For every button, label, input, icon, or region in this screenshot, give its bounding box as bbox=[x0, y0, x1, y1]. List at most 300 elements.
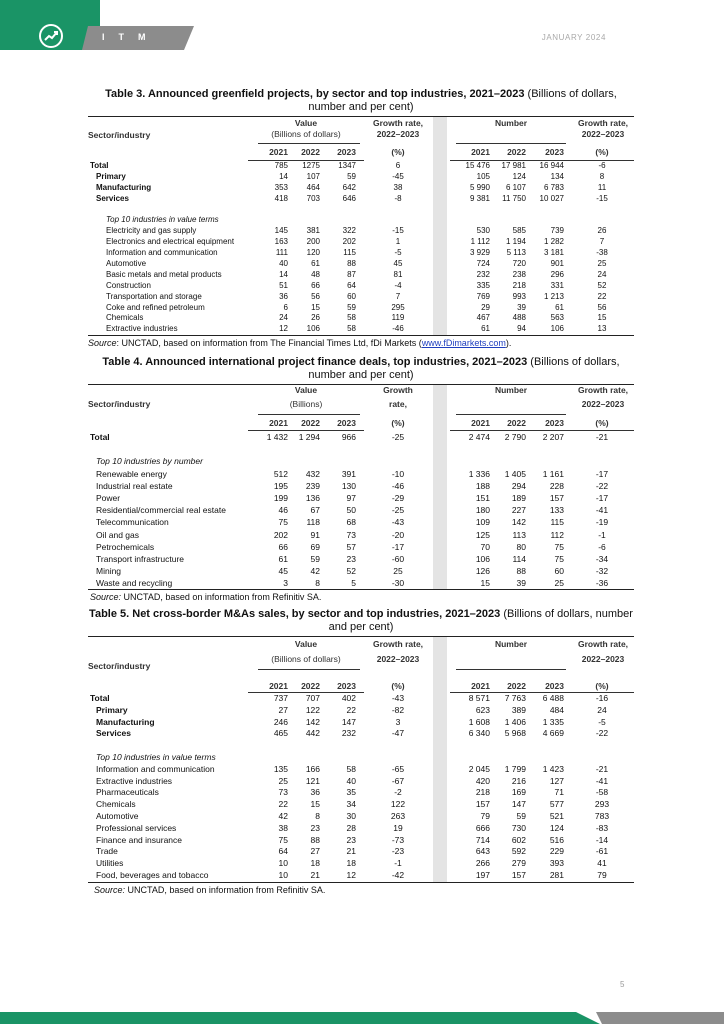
value-cell: 57 bbox=[346, 541, 356, 552]
value-cell: 59 bbox=[347, 302, 356, 312]
number-cell: 238 bbox=[512, 269, 526, 279]
value-cell: 24 bbox=[279, 313, 288, 323]
header-year: 2022 bbox=[507, 418, 526, 428]
number-cell: 75 bbox=[554, 541, 564, 552]
itm-logo-icon bbox=[38, 23, 64, 49]
growth-cell: -25 bbox=[391, 505, 405, 516]
growth-cell: -73 bbox=[391, 834, 405, 845]
growth-number-cell: -83 bbox=[595, 822, 609, 833]
number-cell: 467 bbox=[476, 313, 490, 323]
header-growth-number-period: 2022–2023 bbox=[581, 654, 625, 664]
table-title bbox=[88, 356, 634, 382]
number-cell: 3 181 bbox=[543, 248, 564, 258]
value-cell: 707 bbox=[305, 693, 320, 703]
row-label: Residential/commercial real estate bbox=[96, 505, 226, 516]
table-row bbox=[88, 237, 634, 248]
growth-number-cell: -22 bbox=[595, 480, 609, 491]
table-row bbox=[88, 541, 634, 553]
number-cell: 79 bbox=[480, 810, 490, 821]
row-label: Chemicals bbox=[106, 313, 144, 323]
value-cell: 115 bbox=[343, 248, 356, 258]
table-row bbox=[88, 717, 634, 729]
number-cell: 3 929 bbox=[469, 248, 490, 258]
header-rule bbox=[258, 669, 360, 670]
header-rule bbox=[258, 414, 360, 415]
table-row bbox=[88, 553, 634, 565]
number-cell: 16 944 bbox=[539, 161, 564, 170]
value-cell: 1 432 bbox=[266, 432, 288, 442]
number-cell: 1 194 bbox=[505, 237, 526, 247]
number-cell: 592 bbox=[511, 846, 526, 857]
growth-cell: -42 bbox=[391, 869, 405, 880]
value-cell: 73 bbox=[278, 787, 288, 798]
value-cell: 67 bbox=[310, 505, 320, 516]
header-value: Value bbox=[294, 118, 318, 128]
table-row bbox=[88, 226, 634, 237]
number-cell: 389 bbox=[511, 704, 526, 715]
number-cell: 266 bbox=[475, 858, 490, 869]
growth-number-cell: 783 bbox=[594, 810, 610, 821]
number-cell: 1 112 bbox=[470, 237, 490, 247]
value-cell: 21 bbox=[346, 846, 356, 857]
header-year: 2022 bbox=[301, 147, 320, 157]
growth-number-cell: 79 bbox=[597, 869, 607, 880]
value-cell: 120 bbox=[306, 248, 320, 258]
value-cell: 42 bbox=[278, 810, 288, 821]
row-label: Utilities bbox=[96, 858, 124, 869]
row-label: Top 10 industries by number bbox=[96, 456, 203, 467]
value-cell: 642 bbox=[342, 182, 356, 192]
table-row bbox=[88, 480, 634, 492]
growth-number-cell: -17 bbox=[595, 468, 609, 479]
value-cell: 35 bbox=[346, 787, 356, 798]
growth-number-cell: -6 bbox=[598, 541, 606, 552]
growth-number-cell: 26 bbox=[597, 226, 607, 236]
growth-cell: 1 bbox=[395, 237, 401, 247]
growth-cell: -82 bbox=[391, 704, 405, 715]
table-5 bbox=[88, 608, 634, 895]
table-row bbox=[88, 835, 634, 847]
value-cell: 73 bbox=[346, 529, 356, 540]
value-cell: 97 bbox=[346, 492, 356, 503]
table-row bbox=[88, 870, 634, 882]
header-value-unit: (Billions of dollars) bbox=[271, 654, 341, 664]
value-cell: 121 bbox=[305, 775, 320, 786]
growth-number-cell: -21 bbox=[595, 432, 609, 442]
table-row bbox=[88, 292, 634, 303]
source-label: Source bbox=[88, 338, 117, 349]
number-cell: 112 bbox=[550, 529, 564, 540]
table-row bbox=[88, 468, 634, 480]
value-cell: 61 bbox=[278, 553, 288, 564]
row-label: Total bbox=[90, 693, 110, 703]
source-text: UNCTAD, based on information from Refinitiv SA. bbox=[125, 884, 326, 895]
table-row bbox=[88, 172, 634, 183]
number-cell: 724 bbox=[476, 259, 490, 269]
number-cell: 125 bbox=[475, 529, 490, 540]
row-label: Transport infrastructure bbox=[96, 553, 185, 564]
number-cell: 769 bbox=[476, 291, 490, 301]
value-cell: 69 bbox=[310, 541, 320, 552]
number-cell: 147 bbox=[511, 799, 526, 810]
number-cell: 218 bbox=[512, 280, 526, 290]
number-cell: 2 045 bbox=[468, 763, 490, 774]
table-row bbox=[88, 504, 634, 516]
table-row bbox=[88, 705, 634, 717]
table-title-rest: (Billions of dollars, number and per cent) bbox=[308, 356, 620, 381]
number-cell: 157 bbox=[549, 492, 564, 503]
number-cell: 17 981 bbox=[501, 161, 526, 170]
growth-cell: -47 bbox=[391, 728, 405, 739]
number-cell: 59 bbox=[516, 810, 526, 821]
value-cell: 15 bbox=[310, 799, 320, 810]
value-cell: 75 bbox=[278, 834, 288, 845]
value-cell: 50 bbox=[346, 505, 356, 516]
table-row bbox=[88, 215, 634, 226]
header-year: 2021 bbox=[471, 418, 490, 428]
value-cell: 5 bbox=[351, 578, 356, 589]
number-cell: 169 bbox=[511, 787, 526, 798]
value-cell: 58 bbox=[347, 313, 356, 323]
value-cell: 3 bbox=[283, 578, 288, 589]
value-cell: 106 bbox=[306, 324, 320, 334]
value-cell: 46 bbox=[278, 505, 288, 516]
table-row bbox=[88, 858, 634, 870]
number-cell: 113 bbox=[512, 529, 526, 540]
header-growth-period: 2022–2023 bbox=[376, 654, 420, 664]
table-header bbox=[88, 385, 634, 431]
table-source bbox=[88, 885, 634, 895]
table-row bbox=[88, 313, 634, 324]
number-cell: 393 bbox=[549, 858, 564, 869]
growth-cell: -1 bbox=[394, 858, 402, 869]
value-cell: 58 bbox=[346, 763, 356, 774]
value-cell: 14 bbox=[279, 171, 288, 181]
page-header bbox=[0, 0, 724, 62]
row-label: Basic metals and metal products bbox=[106, 269, 222, 279]
table-row bbox=[88, 823, 634, 835]
number-cell: 296 bbox=[550, 269, 564, 279]
value-cell: 58 bbox=[347, 324, 356, 334]
growth-cell: -45 bbox=[392, 171, 404, 181]
number-cell: 730 bbox=[511, 822, 526, 833]
number-cell: 563 bbox=[550, 313, 564, 323]
header-number: Number bbox=[494, 385, 528, 395]
header-rule bbox=[456, 143, 566, 144]
value-cell: 88 bbox=[310, 834, 320, 845]
number-cell: 157 bbox=[475, 799, 490, 810]
table-row bbox=[88, 752, 634, 764]
row-label: Construction bbox=[106, 280, 151, 290]
value-cell: 27 bbox=[310, 846, 320, 857]
value-cell: 111 bbox=[275, 248, 288, 258]
header-brand: ITM bbox=[102, 32, 160, 42]
growth-number-cell: 293 bbox=[594, 799, 610, 810]
table-row bbox=[88, 281, 634, 292]
value-cell: 381 bbox=[306, 226, 320, 236]
value-cell: 56 bbox=[311, 291, 320, 301]
table-row bbox=[88, 799, 634, 811]
number-cell: 157 bbox=[511, 869, 526, 880]
header-percent: (%) bbox=[595, 681, 609, 691]
growth-cell: 38 bbox=[393, 182, 403, 192]
number-cell: 127 bbox=[549, 775, 564, 786]
value-cell: 40 bbox=[346, 775, 356, 786]
value-cell: 202 bbox=[273, 529, 288, 540]
value-cell: 23 bbox=[346, 834, 356, 845]
header-growth-number-period: 2022–2023 bbox=[581, 129, 625, 139]
number-cell: 61 bbox=[555, 302, 564, 312]
value-cell: 36 bbox=[310, 787, 320, 798]
number-cell: 61 bbox=[481, 324, 490, 334]
growth-cell: 119 bbox=[391, 313, 405, 323]
number-cell: 281 bbox=[549, 869, 564, 880]
number-cell: 585 bbox=[512, 226, 526, 236]
value-cell: 14 bbox=[279, 269, 288, 279]
value-cell: 87 bbox=[347, 269, 356, 279]
number-cell: 134 bbox=[550, 171, 564, 181]
table-row bbox=[88, 303, 634, 314]
growth-number-cell: -16 bbox=[595, 693, 609, 703]
page-number: 5 bbox=[620, 980, 625, 989]
number-cell: 6 783 bbox=[543, 182, 564, 192]
value-cell: 22 bbox=[278, 799, 288, 810]
number-cell: 39 bbox=[517, 302, 526, 312]
value-cell: 785 bbox=[274, 161, 288, 170]
value-cell: 64 bbox=[347, 280, 356, 290]
value-cell: 28 bbox=[346, 822, 356, 833]
value-cell: 23 bbox=[310, 822, 320, 833]
value-cell: 61 bbox=[311, 259, 320, 269]
row-label: Coke and refined petroleum bbox=[106, 302, 205, 312]
header-growth-number-period: 2022–2023 bbox=[581, 399, 625, 409]
growth-number-cell: -6 bbox=[598, 161, 606, 170]
value-cell: 418 bbox=[274, 193, 288, 203]
row-label: Food, beverages and tobacco bbox=[96, 869, 209, 880]
growth-number-cell: 25 bbox=[597, 259, 607, 269]
number-cell: 6 488 bbox=[542, 693, 564, 703]
value-cell: 322 bbox=[342, 226, 356, 236]
header-year: 2023 bbox=[545, 147, 564, 157]
number-cell: 11 750 bbox=[502, 193, 526, 203]
number-cell: 133 bbox=[549, 505, 564, 516]
header-value-unit: (Billions of dollars) bbox=[271, 129, 341, 139]
source-label: Source: bbox=[90, 592, 122, 603]
growth-number-cell: 56 bbox=[597, 302, 607, 312]
number-cell: 1 161 bbox=[542, 468, 564, 479]
value-cell: 122 bbox=[305, 704, 320, 715]
row-label: Extractive industries bbox=[106, 324, 178, 334]
number-cell: 232 bbox=[476, 269, 490, 279]
number-cell: 739 bbox=[550, 226, 564, 236]
footer-gray-band bbox=[596, 1012, 724, 1024]
number-cell: 331 bbox=[550, 280, 564, 290]
table-row bbox=[88, 431, 634, 443]
growth-number-cell: -61 bbox=[595, 846, 609, 857]
number-cell: 180 bbox=[475, 505, 490, 516]
number-cell: 39 bbox=[516, 578, 526, 589]
row-label: Pharmaceuticals bbox=[96, 787, 159, 798]
number-cell: 1 405 bbox=[504, 468, 526, 479]
number-cell: 115 bbox=[550, 517, 564, 528]
growth-number-cell: 24 bbox=[597, 269, 607, 279]
number-cell: 516 bbox=[549, 834, 564, 845]
number-cell: 6 340 bbox=[468, 728, 490, 739]
header-percent: (%) bbox=[391, 681, 405, 691]
growth-cell: 263 bbox=[390, 810, 406, 821]
header-growth: Growth rate, bbox=[372, 639, 424, 649]
value-cell: 25 bbox=[278, 775, 288, 786]
number-cell: 1 423 bbox=[542, 763, 564, 774]
value-cell: 22 bbox=[346, 704, 356, 715]
value-cell: 353 bbox=[274, 182, 288, 192]
table-title-rest: (Billions of dollars, number and per cent) bbox=[308, 88, 617, 113]
source-link[interactable]: www.fDimarkets.com bbox=[421, 338, 506, 349]
number-cell: 188 bbox=[475, 480, 490, 491]
table-row bbox=[88, 248, 634, 259]
value-cell: 8 bbox=[315, 810, 320, 821]
number-cell: 25 bbox=[554, 578, 564, 589]
value-cell: 40 bbox=[279, 259, 288, 269]
row-label: Transportation and storage bbox=[106, 291, 202, 301]
value-cell: 200 bbox=[306, 237, 320, 247]
value-cell: 737 bbox=[273, 693, 288, 703]
table-body bbox=[88, 636, 634, 883]
value-cell: 646 bbox=[342, 193, 356, 203]
header-number: Number bbox=[494, 639, 528, 649]
growth-cell: -8 bbox=[394, 193, 402, 203]
table-header bbox=[88, 637, 634, 693]
number-cell: 10 027 bbox=[539, 193, 564, 203]
value-cell: 45 bbox=[278, 566, 288, 577]
header-year: 2021 bbox=[471, 147, 490, 157]
value-cell: 66 bbox=[311, 280, 320, 290]
number-cell: 279 bbox=[511, 858, 526, 869]
row-label: Oil and gas bbox=[96, 529, 139, 540]
table-row bbox=[88, 270, 634, 281]
growth-cell: -5 bbox=[394, 248, 402, 258]
table-row bbox=[88, 811, 634, 823]
header-value: Value bbox=[294, 385, 318, 395]
row-label: Manufacturing bbox=[96, 716, 155, 727]
header-number: Number bbox=[494, 118, 528, 128]
value-cell: 402 bbox=[341, 693, 356, 703]
growth-cell: 45 bbox=[393, 259, 403, 269]
number-cell: 105 bbox=[476, 171, 490, 181]
value-cell: 512 bbox=[273, 468, 288, 479]
value-cell: 130 bbox=[341, 480, 356, 491]
row-label: Information and communication bbox=[106, 248, 218, 258]
header-growth: Growth rate, bbox=[372, 118, 424, 128]
value-cell: 59 bbox=[310, 553, 320, 564]
value-cell: 246 bbox=[273, 716, 288, 727]
table-row bbox=[88, 161, 634, 172]
value-cell: 91 bbox=[310, 529, 320, 540]
value-cell: 232 bbox=[341, 728, 356, 739]
header-year: 2021 bbox=[269, 681, 288, 691]
row-label: Automotive bbox=[96, 810, 139, 821]
growth-cell: -46 bbox=[391, 480, 405, 491]
growth-number-cell: -41 bbox=[595, 775, 609, 786]
value-cell: 38 bbox=[278, 822, 288, 833]
number-cell: 60 bbox=[554, 566, 564, 577]
header-year: 2023 bbox=[337, 418, 356, 428]
value-cell: 59 bbox=[347, 171, 356, 181]
value-cell: 239 bbox=[305, 480, 320, 491]
number-cell: 1 282 bbox=[543, 237, 564, 247]
number-cell: 109 bbox=[475, 517, 490, 528]
value-cell: 391 bbox=[341, 468, 356, 479]
table-title-bold: Table 3. Announced greenfield projects, by sector and top industries, 2021–2023 bbox=[105, 88, 525, 100]
number-cell: 29 bbox=[481, 302, 490, 312]
table-header bbox=[88, 117, 634, 161]
value-cell: 465 bbox=[273, 728, 288, 739]
value-cell: 464 bbox=[306, 182, 320, 192]
row-label: Total bbox=[90, 432, 110, 442]
table-row bbox=[88, 324, 634, 335]
growth-cell: -65 bbox=[391, 763, 405, 774]
growth-number-cell: -15 bbox=[596, 193, 608, 203]
growth-number-cell: 13 bbox=[597, 324, 607, 334]
growth-cell: -43 bbox=[391, 517, 405, 528]
number-cell: 197 bbox=[475, 869, 490, 880]
number-cell: 1 213 bbox=[543, 291, 564, 301]
table-source bbox=[88, 592, 634, 602]
value-cell: 1 294 bbox=[298, 432, 320, 442]
growth-cell: -46 bbox=[392, 324, 404, 334]
header-year: 2023 bbox=[337, 147, 356, 157]
row-label: Mining bbox=[96, 566, 122, 577]
number-cell: 5 968 bbox=[504, 728, 526, 739]
value-cell: 1347 bbox=[338, 161, 356, 170]
value-cell: 145 bbox=[274, 226, 288, 236]
row-label: Services bbox=[96, 728, 131, 739]
number-cell: 189 bbox=[511, 492, 526, 503]
row-label: Top 10 industries in value terms bbox=[96, 751, 216, 762]
table-row bbox=[88, 764, 634, 776]
growth-number-cell: -22 bbox=[595, 728, 609, 739]
header-rule bbox=[258, 143, 360, 144]
number-cell: 114 bbox=[512, 553, 526, 564]
value-cell: 66 bbox=[278, 541, 288, 552]
row-label: Industrial real estate bbox=[96, 480, 173, 491]
value-cell: 12 bbox=[279, 324, 288, 334]
value-cell: 147 bbox=[341, 716, 356, 727]
value-cell: 202 bbox=[342, 237, 356, 247]
header-year: 2022 bbox=[301, 681, 320, 691]
row-label: Automotive bbox=[106, 259, 147, 269]
row-label: Top 10 industries in value terms bbox=[106, 215, 219, 225]
table-title bbox=[88, 608, 634, 634]
table-row bbox=[88, 529, 634, 541]
row-label: Services bbox=[96, 193, 129, 203]
growth-cell: 122 bbox=[390, 799, 406, 810]
number-cell: 577 bbox=[549, 799, 564, 810]
number-cell: 993 bbox=[512, 291, 526, 301]
header-value-unit: (Billions) bbox=[289, 399, 323, 409]
growth-cell: -20 bbox=[391, 529, 405, 540]
number-cell: 530 bbox=[476, 226, 490, 236]
row-label: Electricity and gas supply bbox=[106, 226, 197, 236]
header-year: 2021 bbox=[269, 418, 288, 428]
spacer-row bbox=[88, 443, 634, 455]
number-cell: 8 571 bbox=[468, 693, 490, 703]
number-cell: 2 207 bbox=[542, 432, 564, 442]
value-cell: 51 bbox=[279, 280, 288, 290]
table-source bbox=[88, 338, 634, 348]
value-cell: 64 bbox=[278, 846, 288, 857]
value-cell: 12 bbox=[346, 869, 356, 880]
